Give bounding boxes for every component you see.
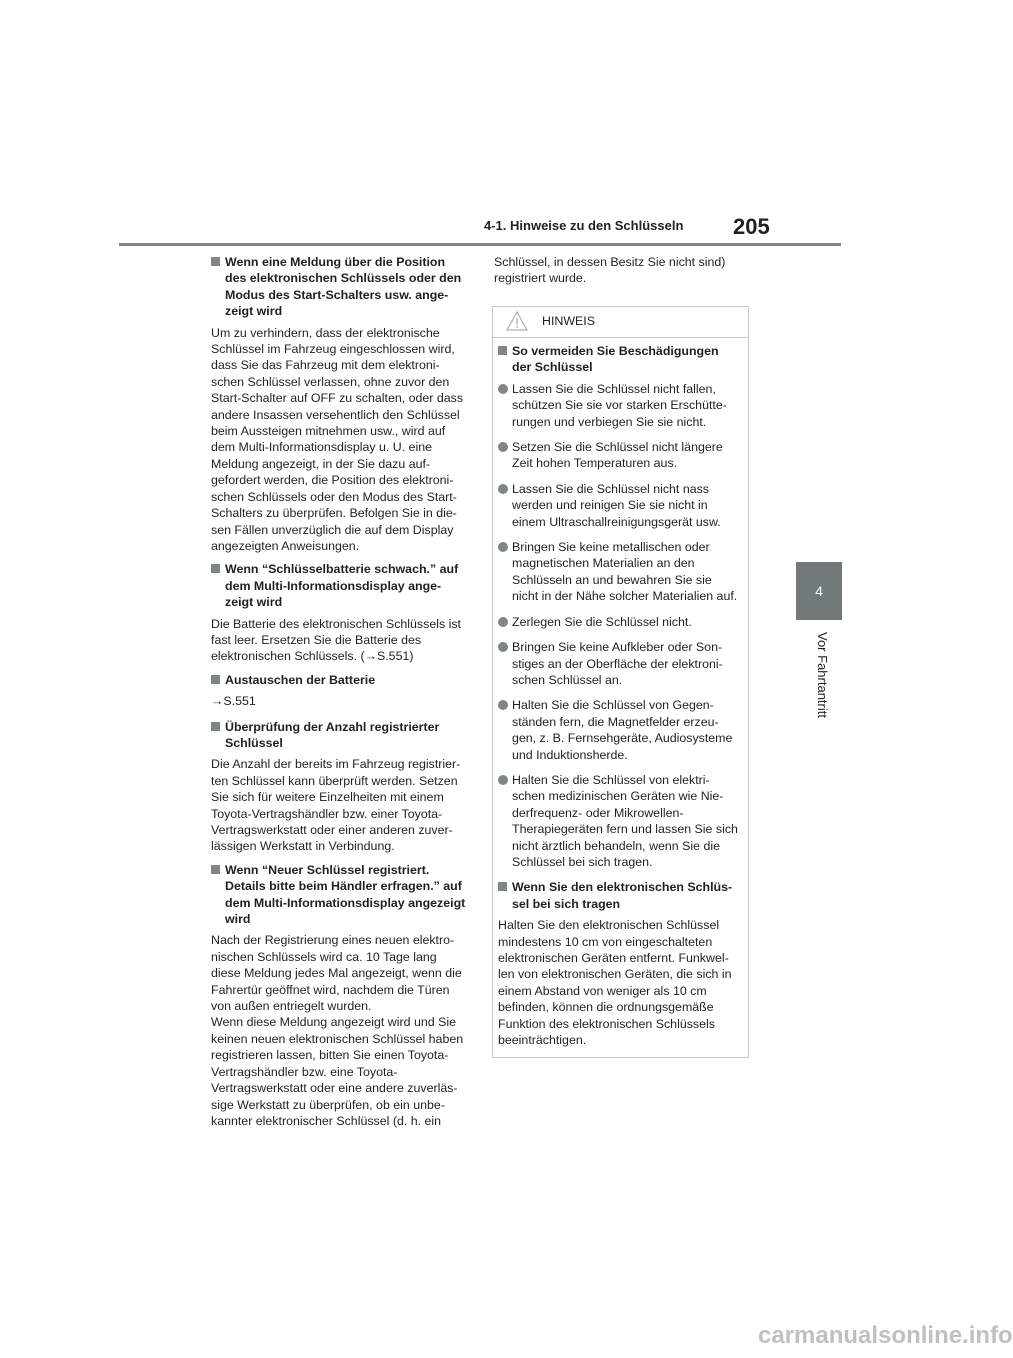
body-text: Wenn diese Meldung angezeigt wird und Sie keinen neuen elektronischen Schlüssel haben registrieren lassen, bitten Sie einen Toyota-Vertragshändler bzw. eine Toyota-Vertragswerkstatt oder eine andere zuverläs-sige Werkstatt zu überprüfen, ob ein unbe-kannter elektronischer Schlüssel (d. h. ein: [211, 1015, 464, 1128]
list-item: Bringen Sie keine metallischen oder magnetischen Materialien an den Schlüsseln an und bewahren Sie sie nicht in der Nähe solcher Materialien auf.: [498, 539, 740, 605]
square-bullet-icon: [211, 564, 220, 573]
square-bullet-icon: [211, 257, 220, 266]
body-text: Nach der Registrierung eines neuen elektro-nischen Schlüssels wird ca. 10 Tage lang diese Meldung jedes Mal angezeigt, wenn die Fahrertür geöffnet wird, nachdem die Türen von außen entriegelt wurden.: [211, 933, 462, 1014]
bullet-dot-icon: [498, 642, 508, 652]
right-column: [494, 254, 750, 294]
bullet-dot-icon: [498, 442, 508, 452]
list-item: Halten Sie die Schlüssel von Gegen-ständen fern, die Magnetfelder erzeu-gen, z. B. Fernsehgeräte, Audiosysteme und Induktionsherde.: [498, 697, 740, 763]
list-item: Bringen Sie keine Aufkleber oder Son-stiges an der Oberfläche der elektroni-schen Schlüssel an.: [498, 639, 740, 688]
body-text: Um zu verhindern, dass der elektronische Schlüssel im Fahrzeug eingeschlossen wird, dass Sie das Fahrzeug mit dem elektroni-schen Schlüssel verlassen, ohne zuvor den Start-Schalter auf OFF zu schalten, oder dass andere Insassen versehentlich den Schlüssel beim Aussteigen mitnehmen usw., wird auf dem Multi-Informationsdisplay u. U. eine Meldung angezeigt, in der Sie dazu auf-gefordert werden, die Position des elektroni-schen Schlüssels oder den Modus des Start-Schalters zu überprüfen. Befolgen Sie in die-sen Fällen unverzüglich die auf dem Display angezeigten Anweisungen.: [211, 325, 464, 553]
body-text: Die Batterie des elektronischen Schlüssels ist fast leer. Ersetzen Sie die Batterie des elektronischen Schlüssels. (→S.551): [211, 616, 461, 664]
bullet-dot-icon: [498, 775, 508, 785]
chapter-tab: [796, 562, 842, 620]
section-heading: Wenn eine Meldung über die Position des elektronischen Schlüssels oder den Modus des Start-Schalters usw. ange-zeigt wird: [211, 254, 469, 320]
list-item: Zerlegen Sie die Schlüssel nicht.: [498, 614, 740, 630]
section-heading: Überprüfung der Anzahl registrierter Schlüssel: [211, 719, 469, 752]
notice-text: Halten Sie den elektronischen Schlüssel mindestens 10 cm von eingeschalteten elektronischen Geräten entfernt. Funkwel-len von elektronischen Geräten, die sich in einem Abstand von weniger als 10 cm befinden, können die ordnungsgemäße Funktion des elektronischen Schlüssels beeinträchtigen.: [498, 918, 732, 1048]
square-bullet-icon: [211, 675, 220, 684]
notice-body: [493, 338, 748, 1048]
chapter-title: Vor Fahrtantritt: [815, 632, 830, 718]
notice-title: HINWEIS: [542, 314, 596, 328]
body-text: Die Anzahl der bereits im Fahrzeug registrier-ten Schlüssel kann überprüft werden. Setzen Sie sich für weitere Einzelheiten mit einem Toyota-Vertragshändler bzw. einer Toyota-Vertragswerkstatt oder einer anderen zuver-lässigen Werkstatt in Verbindung.: [211, 757, 461, 854]
section-title: 4-1. Hinweise zu den Schlüsseln: [484, 218, 684, 233]
square-bullet-icon: [211, 865, 220, 874]
bullet-dot-icon: [498, 700, 508, 710]
bullet-dot-icon: [498, 384, 508, 394]
header-rule: [119, 243, 841, 246]
notice-header: [493, 307, 748, 338]
left-column: [211, 254, 469, 1136]
section-heading: Wenn “Schlüsselbatterie schwach.” auf dem Multi-Informationsdisplay ange-zeigt wird: [211, 561, 469, 610]
chapter-number: 4: [815, 583, 823, 599]
section-heading: Austauschen der Batterie: [211, 672, 469, 688]
page-number: 205: [733, 214, 770, 239]
list-item: Lassen Sie die Schlüssel nicht nass werden und reinigen Sie sie nicht in einem Ultraschallreinigungsgerät usw.: [498, 481, 740, 530]
watermark: carmanualsonline.info: [758, 1322, 1013, 1349]
square-bullet-icon: [211, 722, 220, 731]
list-item: Lassen Sie die Schlüssel nicht fallen, schützen Sie sie vor starken Erschütte-rungen und verbiegen Sie sie nicht.: [498, 381, 740, 430]
square-bullet-icon: [498, 882, 507, 891]
warning-icon: [506, 311, 528, 331]
section-heading: Wenn “Neuer Schlüssel registriert. Details bitte beim Händler erfragen.” auf dem Multi-Informationsdisplay angezeigt wird: [211, 862, 469, 928]
bullet-dot-icon: [498, 617, 508, 627]
list-item: Setzen Sie die Schlüssel nicht längere Zeit hohen Temperaturen aus.: [498, 439, 740, 472]
bullet-dot-icon: [498, 542, 508, 552]
body-text-continuation: Schlüssel, in dessen Besitz Sie nicht sind) registriert wurde.: [494, 255, 726, 286]
chapter-title-vertical: [784, 632, 854, 732]
notice-box: [492, 306, 749, 1058]
notice-heading: Wenn Sie den elektronischen Schlüs-sel bei sich tragen: [498, 879, 740, 912]
notice-heading: So vermeiden Sie Beschädigungen der Schlüssel: [498, 343, 740, 376]
bullet-dot-icon: [498, 484, 508, 494]
list-item: Halten Sie die Schlüssel von elektri-schen medizinischen Geräten wie Nie-derfrequenz- oder Mikrowellen-Therapiegeräten fern und lassen Sie sich nicht ärztlich behandeln, wenn Sie die Schlüssel bei sich tragen.: [498, 772, 740, 870]
page-reference-link[interactable]: →S.551: [211, 694, 256, 709]
square-bullet-icon: [498, 346, 507, 355]
